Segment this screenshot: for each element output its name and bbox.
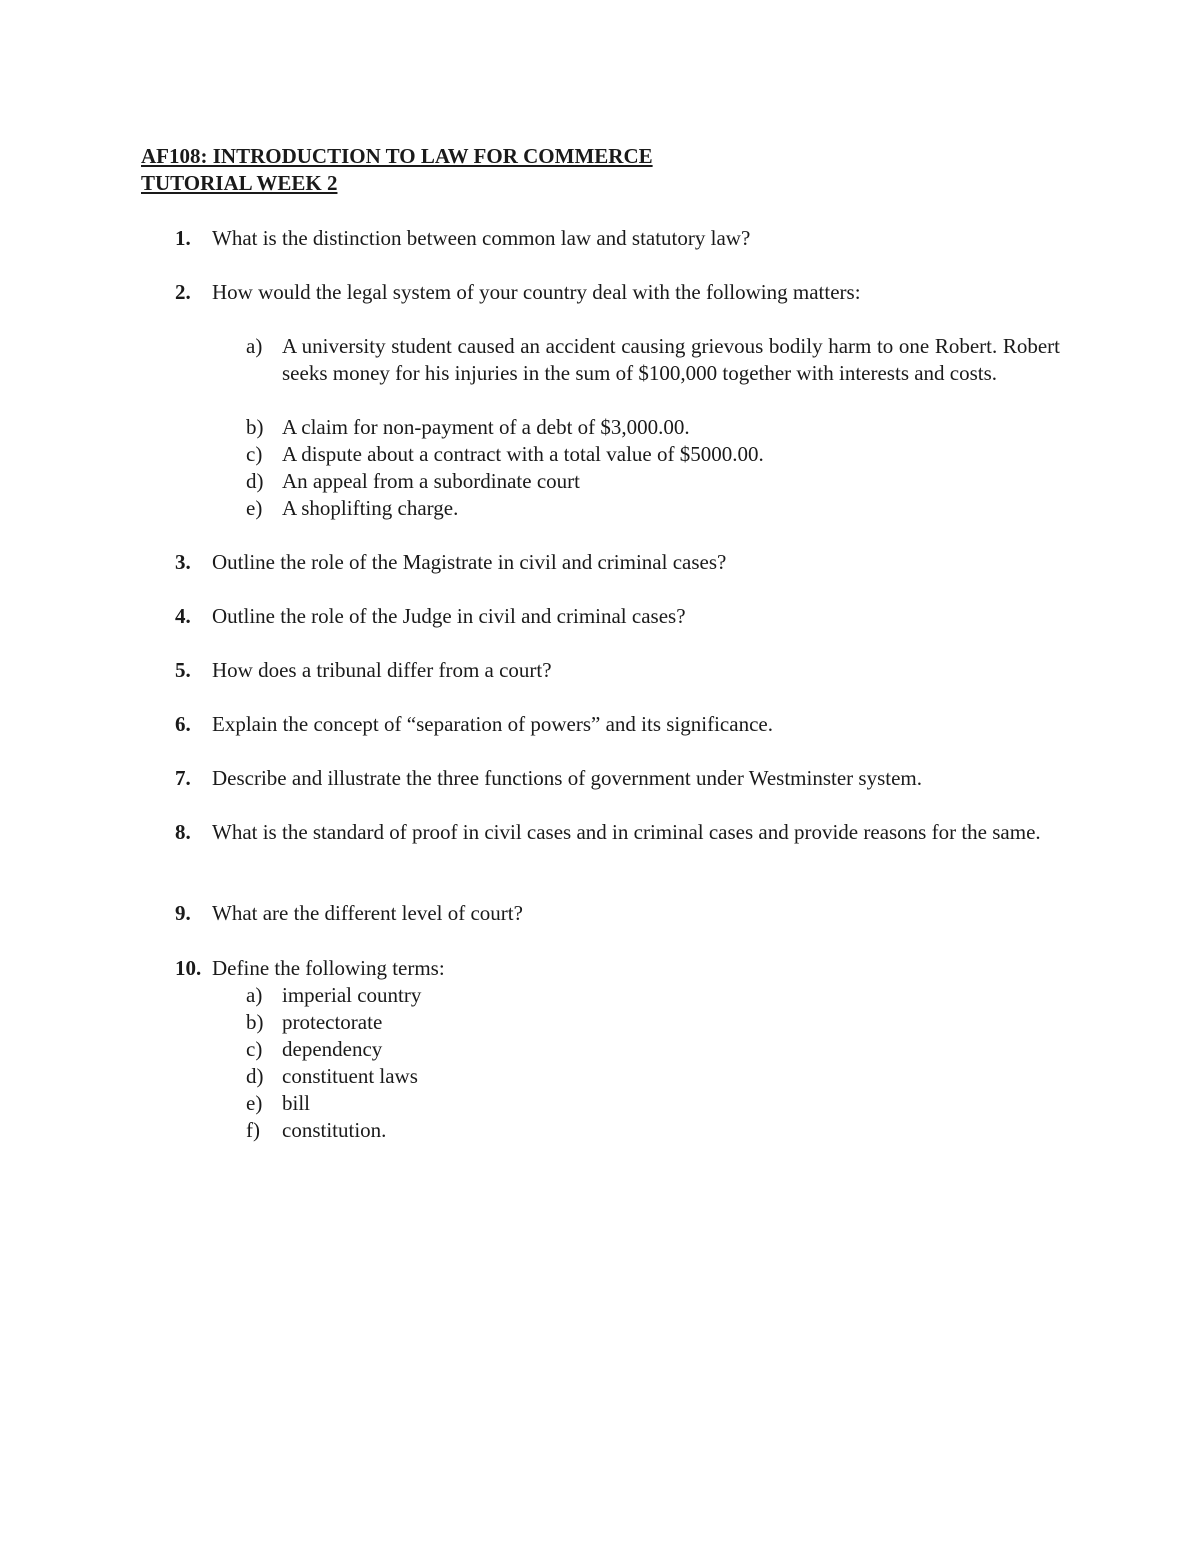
item-letter: f) — [246, 1118, 260, 1142]
item-letter: c) — [246, 442, 263, 466]
question-number: 7. — [175, 766, 191, 790]
item-text: constituent laws — [282, 1064, 418, 1088]
item-letter: e) — [246, 1091, 263, 1115]
item-text: An appeal from a subordinate court — [282, 469, 580, 493]
question-text: What is the distinction between common law and statutory law? — [212, 226, 751, 250]
item-letter: a) — [246, 334, 263, 358]
item-text: A university student caused an accident causing grievous bodily harm to one Robert. Robert seeks money for his injuries in the sum of $100,000 together with interests and costs. — [282, 334, 1060, 385]
item-letter: e) — [246, 496, 263, 520]
item-text: A dispute about a contract with a total value of $5000.00. — [282, 442, 764, 466]
question-text: How does a tribunal differ from a court? — [212, 658, 552, 682]
item-text: dependency — [282, 1037, 383, 1061]
course-title: AF108: INTRODUCTION TO LAW FOR COMMERCE — [141, 144, 653, 168]
item-text: imperial country — [282, 983, 422, 1007]
item-text: A claim for non-payment of a debt of $3,000.00. — [282, 415, 690, 439]
question-text: Explain the concept of “separation of powers” and its significance. — [212, 712, 773, 736]
question-number: 9. — [175, 901, 191, 925]
question-number: 3. — [175, 550, 191, 574]
item-letter: b) — [246, 1010, 264, 1034]
question-text: Define the following terms: — [212, 956, 445, 980]
question-text: Outline the role of the Judge in civil and criminal cases? — [212, 604, 686, 628]
question-text: Describe and illustrate the three functions of government under Westminster system. — [212, 766, 922, 790]
item-letter: c) — [246, 1037, 263, 1061]
item-letter: b) — [246, 415, 264, 439]
question-number: 5. — [175, 658, 191, 682]
item-letter: d) — [246, 1064, 264, 1088]
question-number: 4. — [175, 604, 191, 628]
question-number: 2. — [175, 280, 191, 304]
item-letter: d) — [246, 469, 264, 493]
question-text: Outline the role of the Magistrate in civil and criminal cases? — [212, 550, 727, 574]
item-text: bill — [282, 1091, 311, 1115]
question-number: 6. — [175, 712, 191, 736]
question-number: 8. — [175, 820, 191, 844]
question-text: What is the standard of proof in civil cases and in criminal cases and provide reasons for the same. — [212, 820, 1041, 844]
item-text: protectorate — [282, 1010, 383, 1034]
tutorial-heading: TUTORIAL WEEK 2 — [141, 171, 338, 195]
item-letter: a) — [246, 983, 263, 1007]
item-text: constitution. — [282, 1118, 387, 1142]
item-text: A shoplifting charge. — [282, 496, 459, 520]
question-number: 1. — [175, 226, 191, 250]
question-number: 10. — [175, 956, 202, 980]
question-text: How would the legal system of your country deal with the following matters: — [212, 280, 861, 304]
question-text: What are the different level of court? — [212, 901, 523, 925]
